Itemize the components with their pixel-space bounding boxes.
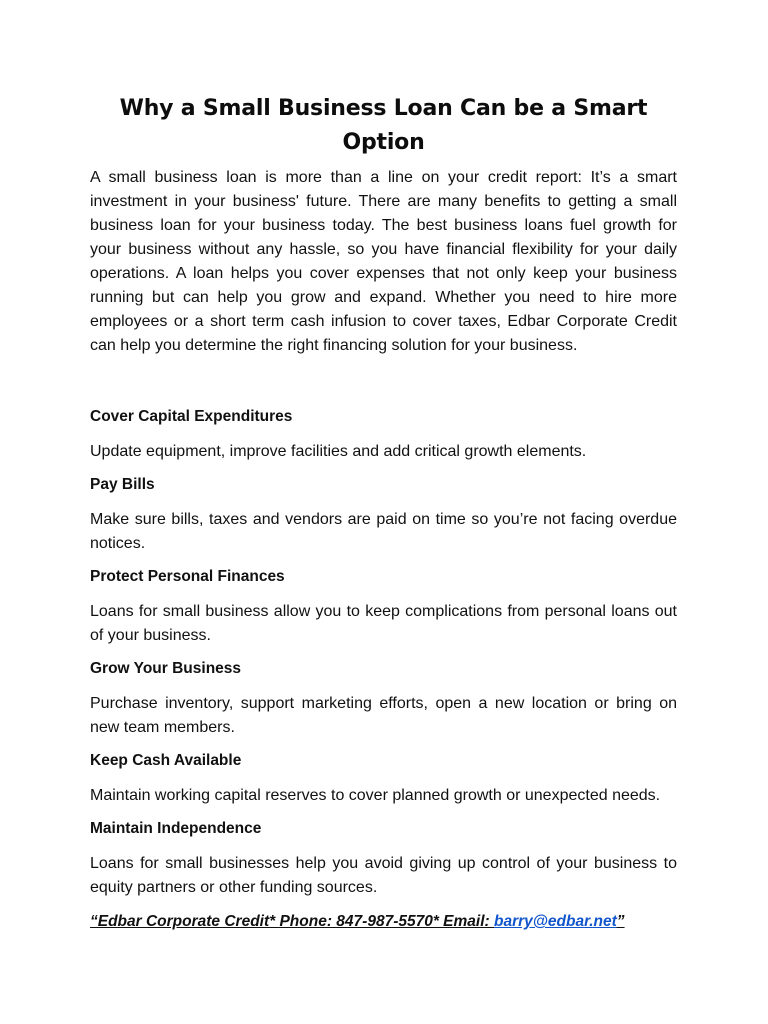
section-spacer [90, 358, 677, 406]
section-heading: Protect Personal Finances [90, 568, 285, 585]
email-link[interactable]: barry@edbar.net [494, 913, 617, 930]
section-heading: Cover Capital Expenditures [90, 408, 293, 425]
section-heading: Pay Bills [90, 476, 155, 493]
section-grow-business [90, 658, 677, 740]
section-cover-capital [90, 406, 677, 464]
section-heading: Grow Your Business [90, 660, 242, 677]
document-title: Why a Small Business Loan Can be a Smart Option [119, 96, 648, 155]
contact-prefix: “Edbar Corporate Credit* Phone: 847-987-5570* Email: [90, 913, 494, 930]
section-body: Make sure bills, taxes and vendors are paid on time so you’re not facing overdue notices. [90, 511, 677, 552]
section-heading: Keep Cash Available [90, 752, 242, 769]
contact-suffix: ” [616, 913, 625, 930]
section-protect-finances [90, 566, 677, 648]
contact-line [90, 910, 677, 934]
intro-paragraph: A small business loan is more than a line on your credit report: It’s a smart investment in your business' future. There are many benefits to getting a small business loan for your business today. The best business loans fuel growth for your business without any hassle, so you have financial flexibility for your daily operations. A loan helps you cover expenses that not only keep your business running but can help you grow and expand. Whether you need to hire more employees or a short term cash infusion to cover taxes, Edbar Corporate Credit can help you determine the right financing solution for your business. [90, 169, 677, 354]
section-keep-cash [90, 750, 677, 808]
section-body: Loans for small businesses help you avoid giving up control of your business to equity partners or other funding sources. [90, 855, 677, 896]
section-maintain-independence [90, 818, 677, 900]
section-body: Update equipment, improve facilities and add critical growth elements. [90, 443, 587, 460]
section-body: Loans for small business allow you to keep complications from personal loans out of your business. [90, 603, 677, 644]
section-heading: Maintain Independence [90, 820, 262, 837]
document-page [90, 92, 677, 934]
section-body: Purchase inventory, support marketing efforts, open a new location or bring on new team members. [90, 695, 677, 736]
section-body: Maintain working capital reserves to cover planned growth or unexpected needs. [90, 787, 661, 804]
section-pay-bills [90, 474, 677, 556]
